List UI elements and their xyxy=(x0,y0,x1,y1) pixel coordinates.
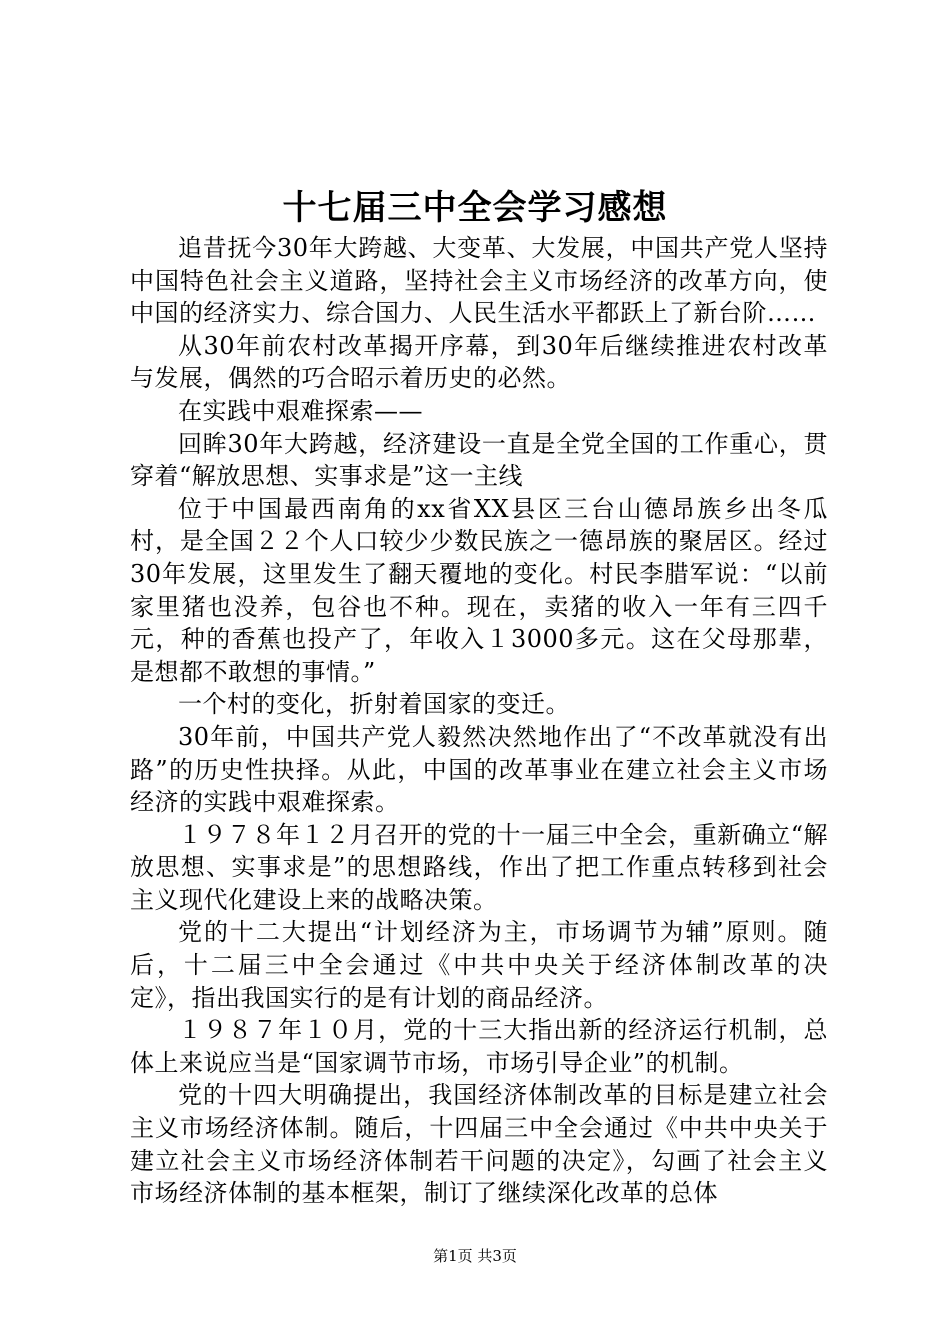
paragraph: １９８７年１０月，党的十三大指出新的经济运行机制，总体上来说应当是“国家调节市场，市场引导企业”的机制。 xyxy=(130,1016,828,1077)
paragraph: 在实践中艰难探索—— xyxy=(178,396,423,425)
paragraph: １９７８年１２月召开的党的十一届三中全会，重新确立“解放思想、实事求是”的思想路线，作出了把工作重点转移到社会主义现代化建设上来的战略决策。 xyxy=(130,820,828,914)
paragraph: 一个村的变化，折射着国家的变迁。 xyxy=(178,690,570,719)
paragraph: 党的十四大明确提出，我国经济体制改革的目标是建立社会主义市场经济体制。随后，十四届三中全会通过《中共中央关于建立社会主义市场经济体制若干问题的决定》，勾画了社会主义市场经济体制的基本框架，制订了继续深化改革的总体 xyxy=(130,1081,828,1208)
page-footer: 第1页 共3页 xyxy=(433,1247,517,1265)
paragraph: 30年前，中国共产党人毅然决然地作出了“不改革就没有出路”的历史性抉择。从此，中国的改革事业在建立社会主义市场经济的实践中艰难探索。 xyxy=(130,722,828,817)
paragraph: 从30年前农村改革揭开序幕，到30年后继续推进农村改革与发展，偶然的巧合昭示着历史的必然。 xyxy=(130,331,828,393)
paragraph: 位于中国最西南角的xx省XX县区三台山德昂族乡出冬瓜村，是全国２２个人口较少少数民族之一德昂族的聚居区。经过30年发展，这里发生了翻天覆地的变化。村民李腊军说：“以前家里猪也没养，包谷也不种。现在，卖猪的收入一年有三四千元，种的香蕉也投产了，年收入１3000多元。这在父母那辈，是想都不敢想的事情。” xyxy=(130,494,828,686)
document-body xyxy=(130,232,828,1210)
paragraph: 党的十二大提出“计划经济为主，市场调节为辅”原则。随后，十二届三中全会通过《中共中央关于经济体制改革的决定》，指出我国实行的是有计划的商品经济。 xyxy=(130,918,828,1012)
document-title: 十七届三中全会学习感想 xyxy=(282,188,668,228)
paragraph: 回眸30年大跨越，经济建设一直是全党全国的工作重心，贯穿着“解放思想、实事求是”这一主线 xyxy=(130,429,828,491)
paragraph: 追昔抚今30年大跨越、大变革、大发展，中国共产党人坚持中国特色社会主义道路，坚持社会主义市场经济的改革方向，使中国的经济实力、综合国力、人民生活水平都跃上了新台阶…… xyxy=(130,234,828,328)
